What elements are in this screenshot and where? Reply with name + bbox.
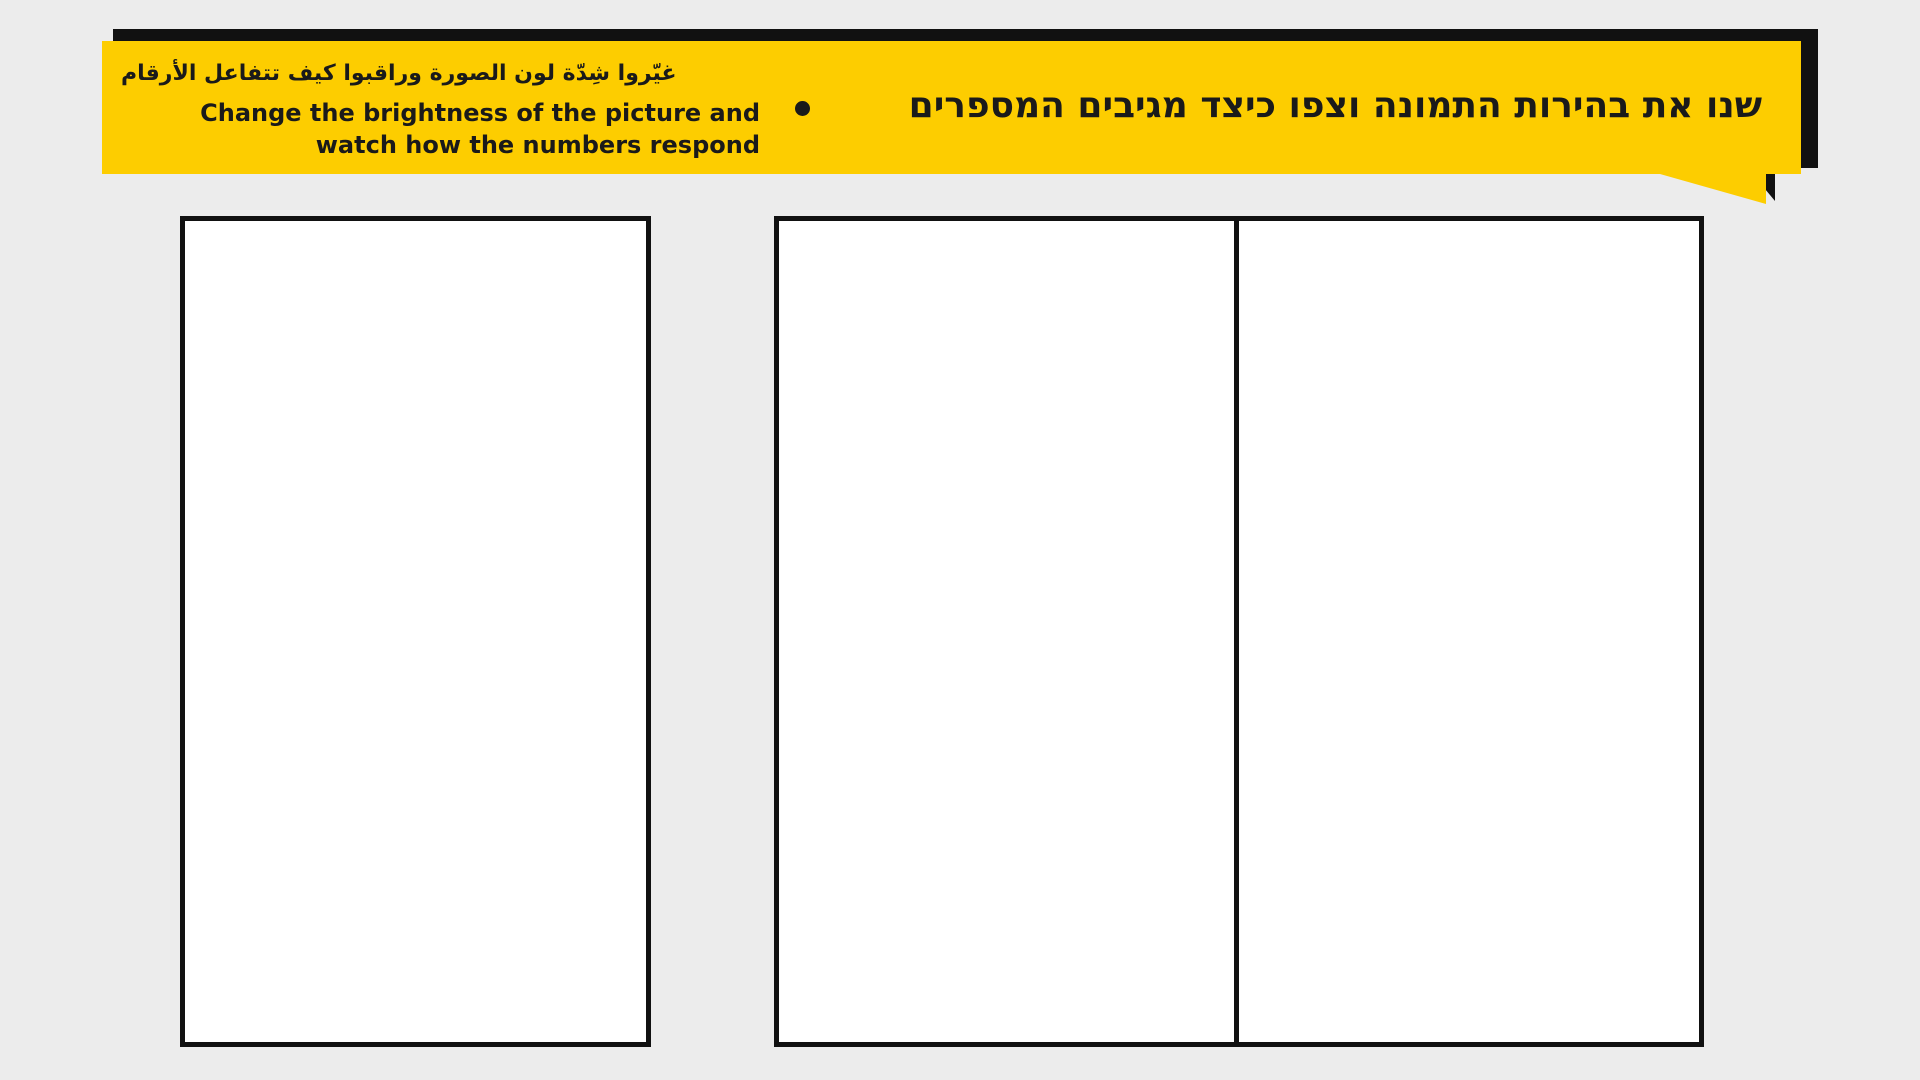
bullet-dot-icon xyxy=(795,101,810,116)
arabic-instruction: غيّروا شِدّة لون الصورة وراقبوا كيف تتفاعل الأرقام xyxy=(121,61,677,86)
image-panel-right[interactable] xyxy=(1234,216,1704,1047)
image-panel-left[interactable] xyxy=(180,216,651,1047)
image-panel-middle[interactable] xyxy=(774,216,1239,1047)
hebrew-instruction: שנו את בהירות התמונה וצפו כיצד מגיבים המספרים xyxy=(908,85,1762,126)
english-instruction: Change the brightness of the picture and watch how the numbers respond xyxy=(200,99,760,159)
